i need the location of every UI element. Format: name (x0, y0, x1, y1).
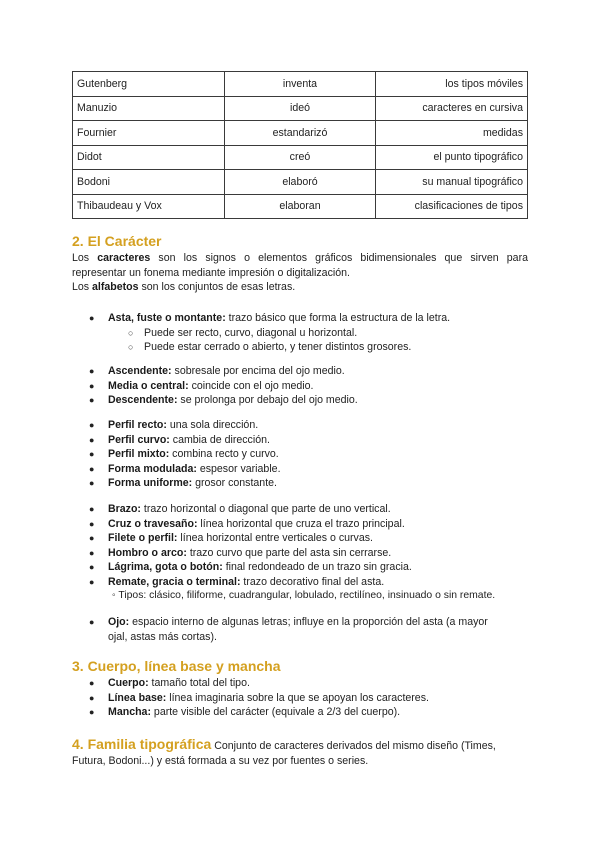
list-item (88, 560, 528, 575)
list-item (88, 447, 528, 462)
list-item-term: Cruz o travesaño: (108, 517, 198, 530)
list-item-definition: parte visible del carácter (equivale a 2/3 del cuerpo). (150, 706, 401, 718)
section-4-paragraph: 4. Familia tipográfica Conjunto de caracteres derivados del mismo diseño (Times, Futura, Bodoni...) y está formada a su vez por fuentes o series. (72, 736, 496, 767)
list-item-definition: cambia de dirección. (169, 433, 270, 446)
caracter-definition (72, 251, 528, 295)
list-item-definition: trazo curvo que parte del asta sin cerrarse. (186, 546, 392, 559)
list-item-definition: trazo decorativo final del asta. (240, 575, 385, 588)
perfil-list (88, 418, 528, 491)
asta-list (88, 311, 528, 326)
list-item-definition: se prolonga por debajo del ojo medio. (177, 394, 358, 406)
table-cell: su manual tipográfico (376, 170, 528, 195)
section-4-heading: 4. Familia tipográfica (72, 736, 212, 752)
list-item-term: Hombro o arco: (108, 546, 187, 559)
list-item (88, 418, 528, 433)
table-cell: Gutenberg (73, 72, 225, 97)
list-item-term: Filete o perfil: (108, 532, 178, 544)
list-item-definition: combina recto y curvo. (169, 448, 279, 460)
list-item (88, 433, 528, 448)
bullet-icon: ● (89, 313, 95, 323)
table-cell: medidas (376, 121, 528, 146)
list-item (88, 462, 528, 477)
bullet-icon: ● (89, 533, 95, 543)
table-cell: elaboran (224, 194, 376, 219)
bullet-icon: ● (89, 562, 95, 572)
list-item-definition: una sola dirección. (166, 419, 259, 431)
table-cell: el punto tipográfico (376, 145, 528, 170)
table-cell: estandarizó (224, 121, 376, 146)
caracter-definition-line2: representar un fonema mediante impresión o digitalización. (72, 266, 350, 279)
list-item-term: Perfil curvo: (108, 433, 170, 446)
list-item (88, 476, 528, 491)
list-item (88, 379, 528, 394)
list-item-term: Remate, gracia o terminal: (108, 575, 241, 588)
partes-list (88, 502, 528, 589)
table-row (73, 145, 528, 170)
list-item-definition: línea imaginaria sobre la que se apoyan los caracteres. (166, 691, 429, 704)
typography-history-table (72, 71, 528, 219)
list-item (88, 502, 528, 517)
bullet-icon: ● (89, 692, 95, 703)
bullet-icon: ● (89, 617, 95, 627)
list-item (88, 393, 528, 408)
table-cell: ideó (224, 96, 376, 121)
list-item-definition: coincide con el ojo medio. (188, 379, 314, 392)
list-item-term: Mancha: (108, 706, 151, 718)
asta-sublist (128, 326, 411, 355)
section-2-heading: 2. El Carácter (72, 233, 162, 249)
bullet-icon: ● (89, 463, 95, 474)
ascendente-list (88, 364, 528, 408)
list-item-term: Lágrima, gota o botón: (108, 561, 223, 573)
sublist-item: ○ Puede ser recto, curvo, diagonal u horizontal. (128, 326, 358, 339)
list-item-definition: espesor variable. (196, 462, 281, 475)
table-row (73, 170, 528, 195)
table-row (73, 121, 528, 146)
list-item (88, 575, 528, 590)
table-cell: Didot (73, 145, 225, 170)
table-cell: creó (224, 145, 376, 170)
bullet-icon: ● (89, 380, 95, 391)
bullet-icon: ● (89, 420, 95, 430)
list-item-term: Cuerpo: (108, 677, 149, 689)
list-item-definition: línea horizontal entre verticales o curvas. (177, 532, 373, 544)
bullet-icon: ● (89, 366, 95, 376)
table-cell: clasificaciones de tipos (376, 194, 528, 219)
bullet-icon: ● (89, 518, 95, 529)
list-item (88, 517, 528, 532)
bullet-icon: ● (89, 395, 95, 405)
bullet-icon: ● (89, 576, 95, 587)
section-3-heading: 3. Cuerpo, línea base y mancha (72, 658, 281, 674)
bullet-icon: ● (89, 707, 95, 717)
table-cell: los tipos móviles (376, 72, 528, 97)
bullet-icon: ● (89, 434, 95, 445)
list-item-term: Descendente: (108, 394, 178, 406)
list-item-term: Forma modulada: (108, 462, 197, 475)
table-cell: Thibaudeau y Vox (73, 194, 225, 219)
list-item-term: Forma uniforme: (108, 477, 193, 489)
list-item-definition: tamaño total del tipo. (148, 677, 250, 689)
alfabetos-definition: Los alfabetos son los conjuntos de esas letras. (72, 281, 296, 293)
list-item-term: Ascendente: (108, 365, 172, 377)
list-item (88, 705, 528, 720)
ojo-list (88, 615, 528, 644)
list-item-term: Línea base: (108, 691, 167, 704)
table-cell: caracteres en cursiva (376, 96, 528, 121)
table-cell: inventa (224, 72, 376, 97)
bullet-icon: ● (89, 504, 95, 514)
bullet-icon: ● (89, 678, 95, 688)
table-row (73, 194, 528, 219)
list-item-asta: ● Asta, fuste o montante: trazo básico que forma la estructura de la letra. (89, 312, 451, 324)
list-item-ojo: ● Ojo: espacio interno de algunas letras; influye en la proporción del asta (a mayor ojal, astas más cortas). (89, 616, 488, 643)
list-item-definition: sobresale por encima del ojo medio. (171, 365, 345, 377)
bullet-icon: ● (89, 478, 95, 488)
bullet-icon: ● (89, 547, 95, 558)
list-item-definition: grosor constante. (192, 477, 277, 489)
table-cell: Fournier (73, 121, 225, 146)
list-item (88, 531, 528, 546)
list-item-definition: final redondeado de un trazo sin gracia. (222, 561, 412, 573)
table-cell: elaboró (224, 170, 376, 195)
list-item-term: Media o central: (108, 379, 189, 392)
sublist-item: ○ Puede estar cerrado o abierto, y tener distintos grosores. (128, 341, 412, 353)
list-item-term: Perfil recto: (108, 419, 167, 431)
list-item (88, 691, 528, 706)
remate-types-note: ◦ Tipos: clásico, filiforme, cuadrangular, lobulado, rectilíneo, insinuado o sin remate. (112, 590, 496, 601)
caracter-definition-line1: Los caracteres son los signos o elementos gráficos bidimensionales que sirven para (72, 252, 528, 264)
list-item-term: Perfil mixto: (108, 448, 170, 460)
table-cell: Manuzio (73, 96, 225, 121)
bullet-icon: ● (89, 449, 95, 459)
table-row (73, 96, 528, 121)
hollow-bullet-icon: ○ (128, 327, 134, 338)
list-item-definition: línea horizontal que cruza el trazo principal. (197, 517, 405, 530)
table-cell: Bodoni (73, 170, 225, 195)
table-row (73, 72, 528, 97)
hollow-bullet-icon: ○ (128, 342, 134, 352)
cuerpo-list (88, 676, 528, 720)
list-item-term: Brazo: (108, 503, 141, 515)
list-item (88, 546, 528, 561)
list-item (88, 364, 528, 379)
table-body (73, 72, 528, 219)
list-item-definition: trazo horizontal o diagonal que parte de uno vertical. (140, 503, 391, 515)
list-item (88, 676, 528, 691)
